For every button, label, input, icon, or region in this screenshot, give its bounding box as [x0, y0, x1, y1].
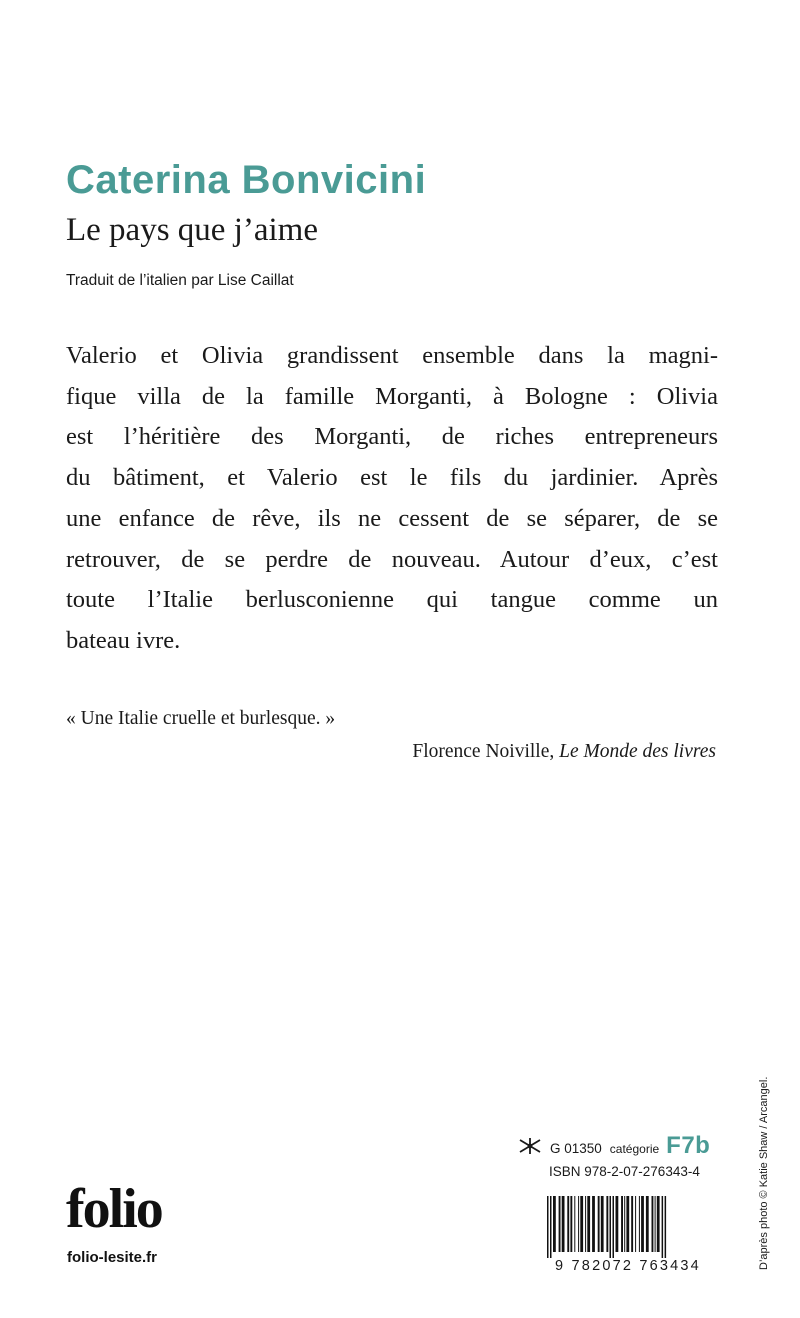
- quote-source: Le Monde des livres: [559, 741, 716, 762]
- blurb: [66, 336, 718, 662]
- press-quote: « Une Italie cruelle et burlesque. »: [66, 708, 336, 729]
- category-code: F7b: [666, 1132, 711, 1159]
- barcode-bar: [639, 1196, 640, 1252]
- barcode-bar: [592, 1196, 595, 1252]
- barcode-bar: [646, 1196, 649, 1252]
- barcode-bar: [574, 1196, 575, 1252]
- barcode-bar: [616, 1196, 619, 1252]
- barcode-bar: [578, 1196, 579, 1252]
- barcode-bar: [662, 1196, 664, 1258]
- blurb-line: une enfance de rêve, ils ne cessent de se séparer, de se: [66, 504, 718, 532]
- blurb-line: du bâtiment, et Valerio est le fils du jardinier. Après: [66, 464, 718, 492]
- product-code: G 01350: [550, 1141, 602, 1156]
- translator-credit: Traduit de l’italien par Lise Caillat: [66, 272, 294, 289]
- barcode-bar: [631, 1196, 633, 1252]
- barcode-bar: [570, 1196, 572, 1252]
- barcode-bar: [624, 1196, 625, 1252]
- barcode-bar: [657, 1196, 660, 1252]
- barcode: [533, 1196, 723, 1272]
- barcode-bar: [621, 1196, 623, 1252]
- blurb-line: est l’héritière des Morganti, de riches entrepreneurs: [66, 423, 718, 451]
- blurb-line: toute l’Italie berlusconienne qui tangue comme un: [66, 586, 718, 614]
- barcode-bar: [567, 1196, 569, 1252]
- barcode-bar: [635, 1196, 636, 1252]
- barcode-digits: 9 782072 763434: [555, 1258, 701, 1272]
- quote-attribution: [412, 740, 716, 763]
- barcode-bar: [641, 1196, 644, 1252]
- barcode-bar: [626, 1196, 629, 1252]
- barcode-bar: [665, 1196, 667, 1258]
- book-title: Le pays que j’aime: [66, 212, 318, 248]
- photo-credit: D’après photo © Katie Shaw / Arcangel.: [758, 1076, 770, 1270]
- barcode-bar: [610, 1196, 612, 1258]
- publisher-website: folio-lesite.fr: [67, 1249, 158, 1266]
- barcode-bar: [652, 1196, 654, 1252]
- blurb-line: fique villa de la famille Morganti, à Bologne : Olivia: [66, 382, 718, 410]
- barcode-bar: [655, 1196, 656, 1252]
- isbn: ISBN 978-2-07-276343-4: [549, 1164, 700, 1179]
- product-code-row: [518, 1132, 710, 1160]
- barcode-bar: [601, 1196, 604, 1252]
- barcode-bar: [580, 1196, 583, 1252]
- blurb-line: Valerio et Olivia grandissent ensemble dans la magni-: [66, 342, 718, 369]
- author-name: Caterina Bonvicini: [66, 158, 427, 202]
- barcode-bar: [587, 1196, 590, 1252]
- blurb-line: bateau ivre.: [66, 626, 181, 654]
- barcode-bar: [606, 1196, 608, 1252]
- barcode-bar: [550, 1196, 552, 1258]
- blurb-line: retrouver, de se perdre de nouveau. Autour d’eux, c’est: [66, 545, 718, 573]
- category-label: catégorie: [609, 1142, 660, 1156]
- barcode-bar: [585, 1196, 586, 1252]
- barcode-bar: [547, 1196, 549, 1258]
- barcode-bar: [562, 1196, 565, 1252]
- gallimard-emblem-icon: [518, 1137, 542, 1155]
- barcode-bar: [598, 1196, 600, 1252]
- barcode-bar: [559, 1196, 561, 1252]
- barcode-bars: [547, 1196, 666, 1258]
- barcode-bar: [553, 1196, 556, 1252]
- quote-author: Florence Noiville,: [412, 741, 555, 762]
- publisher-logo: folio: [66, 1178, 162, 1240]
- barcode-bar: [613, 1196, 615, 1258]
